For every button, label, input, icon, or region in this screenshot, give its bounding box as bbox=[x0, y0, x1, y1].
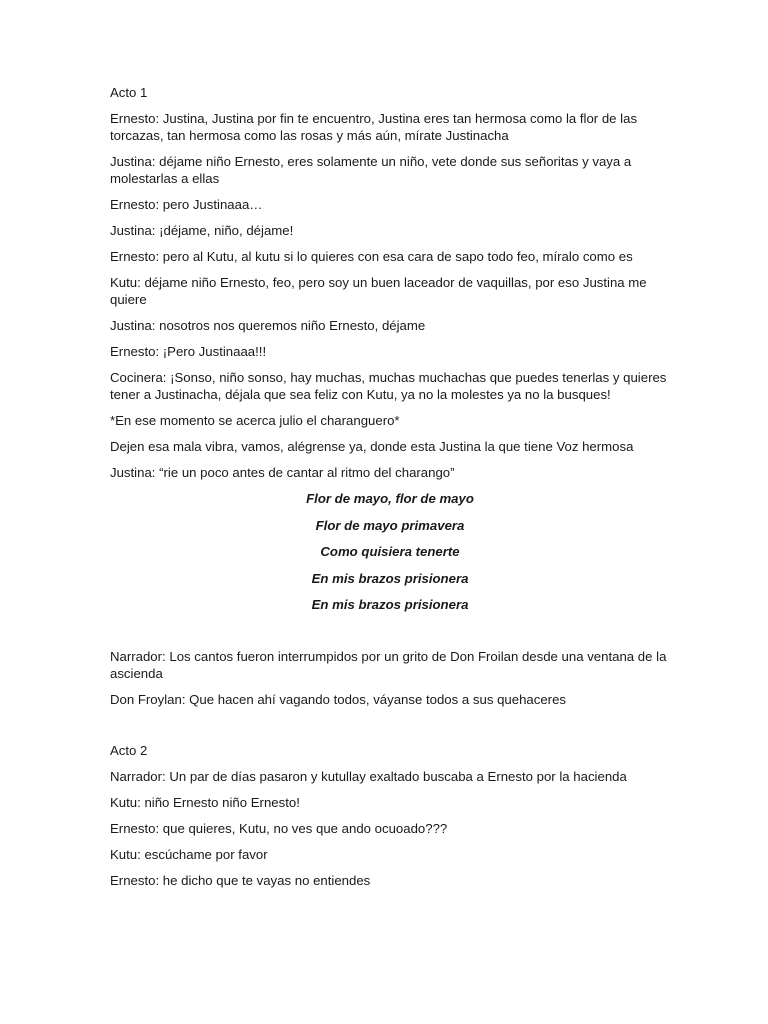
spacer bbox=[110, 717, 670, 742]
dialogue-line: Ernesto: pero Justinaaa… bbox=[110, 197, 263, 212]
song-verse: Como quisiera tenerte bbox=[320, 544, 460, 559]
document-page bbox=[110, 84, 670, 898]
dialogue-line: Justina: déjame niño Ernesto, eres solamente un niño, vete donde sus señoritas y vaya a molestarlas a ellas bbox=[110, 154, 632, 186]
dialogue-line: Narrador: Los cantos fueron interrumpidos por un grito de Don Froilan desde una ventana de la ascienda bbox=[110, 648, 667, 681]
act1-heading: Acto 1 bbox=[110, 85, 148, 100]
dialogue-line: Dejen esa mala vibra, vamos, alégrense ya, donde esta Justina la que tiene Voz hermosa bbox=[110, 439, 634, 454]
dialogue-line: Ernesto: ¡Pero Justinaaa!!! bbox=[110, 344, 267, 359]
dialogue-line: Justina: nosotros nos queremos niño Ernesto, déjame bbox=[110, 318, 426, 333]
dialogue-line: Don Froylan: Que hacen ahí vagando todos, váyanse todos a sus quehaceres bbox=[110, 691, 566, 707]
dialogue-line: Justina: ¡déjame, niño, déjame! bbox=[110, 223, 294, 238]
song-verse: En mis brazos prisionera bbox=[311, 570, 469, 586]
spacer bbox=[110, 623, 670, 648]
stage-direction: *En ese momento se acerca julio el charanguero* bbox=[110, 413, 400, 428]
song-verse: En mis brazos prisionera bbox=[311, 597, 469, 612]
dialogue-line: Kutu: niño Ernesto niño Ernesto! bbox=[110, 794, 300, 810]
act2-heading: Acto 2 bbox=[110, 742, 148, 758]
dialogue-line: Kutu: déjame niño Ernesto, feo, pero soy un buen laceador de vaquillas, por eso Justina me quiere bbox=[110, 275, 647, 307]
dialogue-line: Cocinera: ¡Sonso, niño sonso, hay muchas, muchas muchachas que puedes tenerlas y quieres tener a Justinacha, déjala que sea feliz con Kutu, ya no la molestes ya no la busques! bbox=[110, 370, 667, 402]
dialogue-line: Narrador: Un par de días pasaron y kutullay exaltado buscaba a Ernesto por la hacienda bbox=[110, 768, 627, 784]
dialogue-line: Ernesto: Justina, Justina por fin te encuentro, Justina eres tan hermosa como la flor de las torcazas, tan hermosa como las rosas y más aún, mírate Justinacha bbox=[110, 111, 638, 143]
dialogue-line: Justina: “rie un poco antes de cantar al ritmo del charango” bbox=[110, 465, 455, 480]
song-verse: Flor de mayo primavera bbox=[315, 517, 465, 533]
song-verse: Flor de mayo, flor de mayo bbox=[306, 491, 474, 506]
dialogue-line: Kutu: escúchame por favor bbox=[110, 846, 268, 862]
dialogue-line: Ernesto: pero al Kutu, al kutu si lo quieres con esa cara de sapo todo feo, míralo como es bbox=[110, 249, 633, 264]
dialogue-line: Ernesto: que quieres, Kutu, no ves que ando ocuoado??? bbox=[110, 820, 448, 836]
dialogue-line: Ernesto: he dicho que te vayas no entiendes bbox=[110, 872, 371, 888]
